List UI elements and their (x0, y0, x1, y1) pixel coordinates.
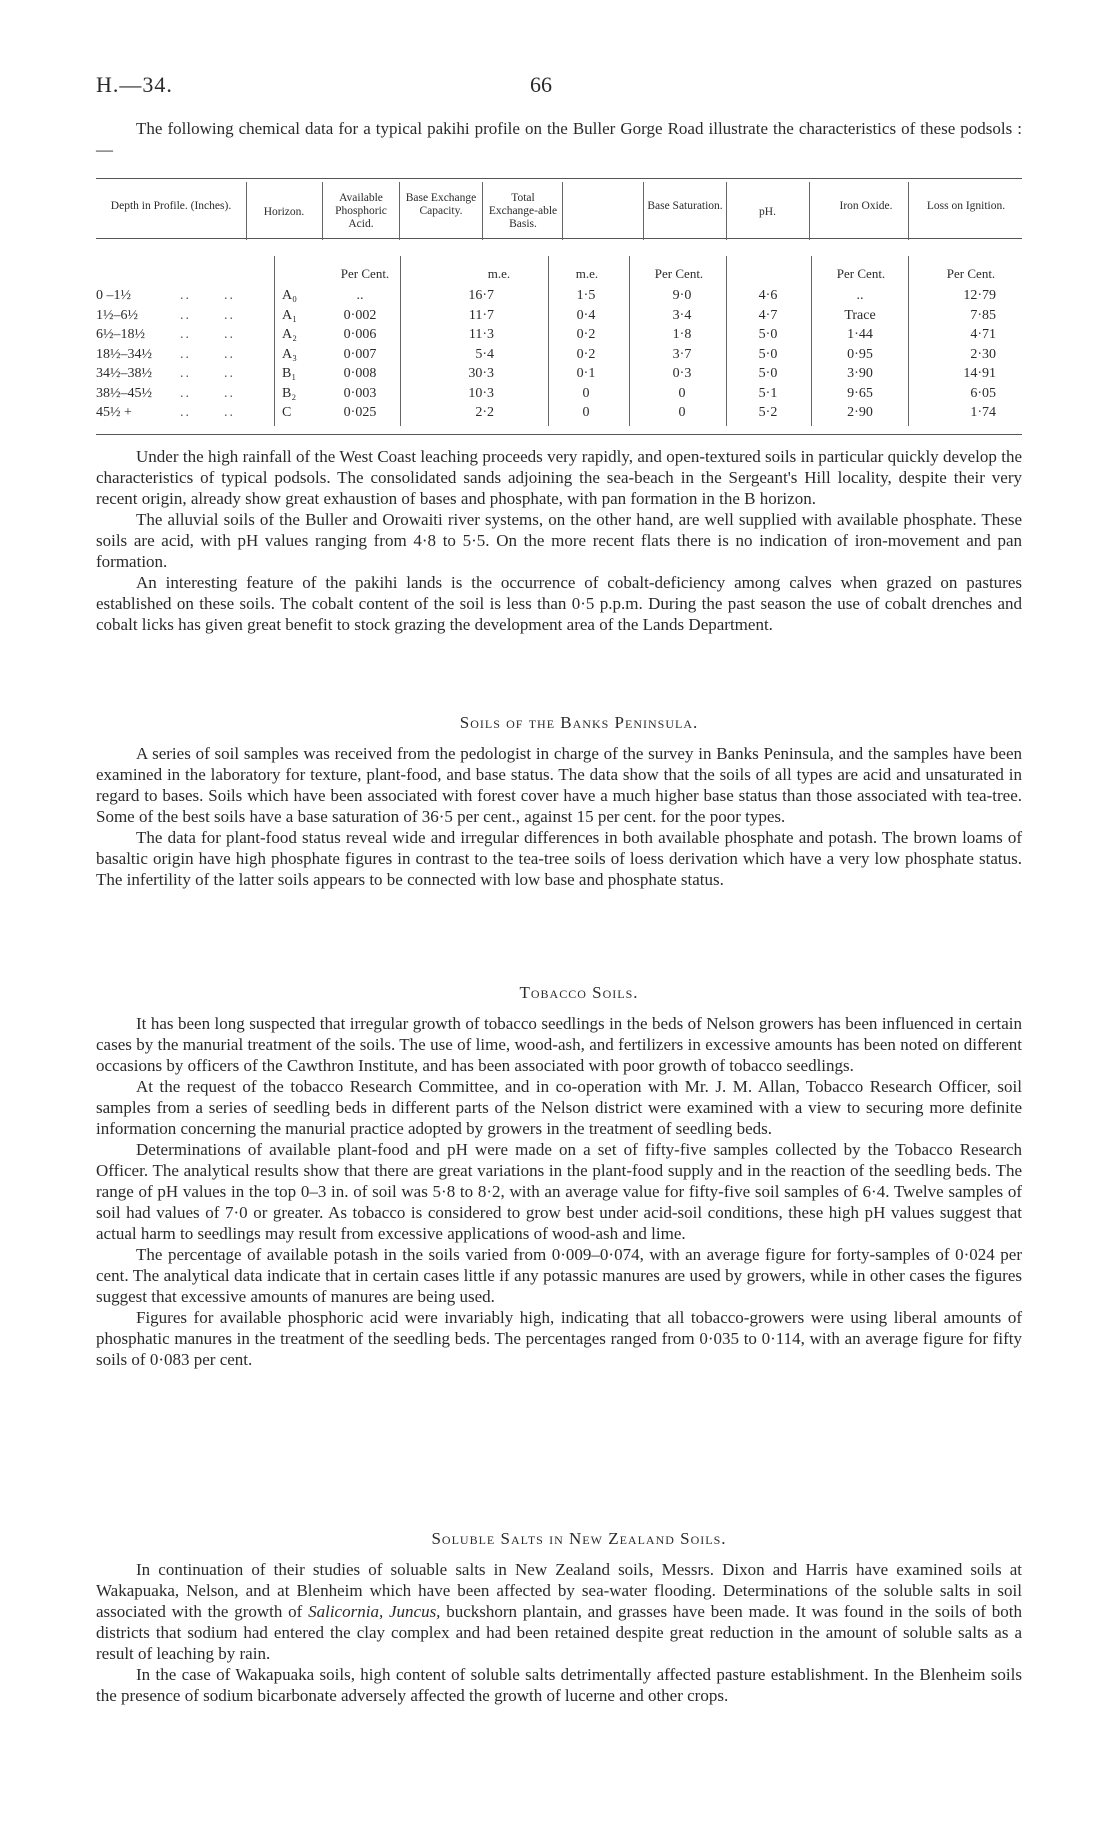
table-cell: 0·006 (343, 327, 377, 342)
section-heading: Soils of the Banks Peninsula. (459, 713, 699, 732)
table-cell: 5·4 (475, 346, 494, 362)
unit-label: m.e. (487, 266, 511, 281)
unit-label: Per Cent. (654, 266, 704, 281)
soluble-salts-section (96, 1528, 1022, 1706)
unit-label: Per Cent. (836, 266, 886, 281)
column-header-total-bases: Total Exchange-able Basis. (488, 192, 558, 230)
unit-label: Per Cent. (946, 266, 996, 281)
table-cell: 0·025 (343, 405, 377, 420)
body-paragraph: A series of soil samples was received from the pedologist in charge of the survey in Banks Peninsula, and the samples have been examined in the laboratory for texture, plant-food, and base status. The data show that the soils of all types are acid and unsaturated in regard to bases. Soils which have been associated with forest cover have a much higher base status than those associated with tea-tree. Some of the best soils have a base saturation of 36·5 per cent., against 15 per cent. for the poor types. (96, 744, 1022, 826)
table-cell: B₂ (282, 385, 297, 401)
table-cell: 5·0 (758, 327, 778, 342)
plant-genera: Salicornia, Juncus, (308, 1602, 441, 1621)
body-paragraph: Determinations of available plant-food and pH were made on a set of fifty-five samples collected by the Tobacco Research Officer. The analytical results show that there are great variations in the plant-food supply and in the reaction of the seedling beds. The range of pH values in the top 0–3 in. of soil was 5·8 to 8·2, with an average value for fifty-five soil samples of 6·4. Twelve samples of soil had values of 7·0 or greater. As tobacco is considered to grow best under acid-soil conditions, these high pH values suggest that actual harm to seedlings may result from excessive applications of wood-ash and lime. (96, 1140, 1022, 1243)
body-divider (908, 256, 909, 426)
table-cell: 0·1 (576, 366, 596, 381)
body-divider (726, 256, 727, 426)
column-divider (643, 182, 644, 240)
section-heading: Tobacco Soils. (519, 983, 639, 1002)
table-cell: 0·003 (343, 385, 377, 401)
table-cell: .. (856, 288, 864, 303)
table-cell: 6½–18½ (96, 327, 145, 342)
unit-label: Per Cent. (340, 266, 390, 281)
table-cell: 2·30 (970, 346, 996, 362)
table-cell: 4·71 (970, 327, 996, 342)
column-divider (399, 182, 400, 240)
tobacco-soils-section (96, 982, 1022, 1370)
west-coast-section (96, 446, 1022, 635)
table-cell: C (282, 405, 292, 420)
body-paragraph: At the request of the tobacco Research Committee, and in co-operation with Mr. J. M. Allan, Tobacco Research Officer, soil samples from a series of seedling beds in different parts of the Nelson district were examined with a view to securing more definite information concerning the manurial practice adopted by growers in the treatment of seedling beds. (96, 1077, 1022, 1138)
pakihi-profile-table (96, 178, 1022, 436)
table-cell: 4·7 (758, 307, 778, 323)
table-cell: 9·0 (672, 288, 692, 303)
column-header-base-saturation: Base Saturation. (647, 200, 723, 212)
table-cell: 0 –1½ (96, 288, 131, 303)
depth-column (96, 286, 176, 423)
table-cell: .. (356, 288, 364, 303)
table-cell: 0 (582, 405, 590, 420)
table-cell: 38½–45½ (96, 385, 152, 401)
column-header-phosphoric-acid: Available Phosphoric Acid. (335, 192, 387, 230)
column-header-loss-on-ignition: Loss on Ignition. (926, 200, 1006, 212)
table-cell: A₂ (282, 327, 297, 342)
table-cell: 1·74 (970, 405, 996, 420)
body-paragraph: The percentage of available potash in the soils varied from 0·009–0·074, with an average figure for forty-samples of 0·024 per cent. The analytical data indicate that in certain cases little if any potassic manures are used by growers, while in other cases the figures suggest that excessive amounts of manures are being used. (96, 1245, 1022, 1306)
table-cell: 12·79 (963, 288, 996, 303)
table-cell: 2·90 (847, 405, 873, 420)
column-divider (482, 182, 483, 240)
table-header-rule (96, 238, 1022, 239)
column-header-depth: Depth in Profile. (Inches). (110, 200, 232, 212)
body-paragraph: The data for plant-food status reveal wide and irregular differences in both available phosphate and potash. The brown loams of basaltic origin have high phosphate figures in contrast to the tea-tree soils of loess derivation which have a very low phosphate status. The infertility of the latter soils appears to be connected with low base and phosphate status. (96, 828, 1022, 889)
table-cell: A₁ (282, 307, 297, 323)
iron-oxide-column (818, 286, 902, 423)
body-divider (629, 256, 630, 426)
column-divider (322, 182, 323, 240)
column-header-base-exchange: Base Exchange Capacity. (405, 192, 477, 217)
column-divider (562, 182, 563, 240)
table-cell: 0 (582, 385, 590, 401)
table-cell: 0 (678, 405, 686, 420)
table-cell: 0 (678, 385, 686, 401)
table-cell: Trace (844, 307, 876, 323)
table-cell: 0·2 (576, 327, 596, 342)
table-cell: 34½–38½ (96, 366, 152, 381)
table-cell: A₃ (282, 346, 297, 362)
section-heading: Soluble Salts in New Zealand Soils. (431, 1529, 727, 1548)
table-cell: 3·4 (672, 307, 692, 323)
table-cell: 0·2 (576, 346, 596, 362)
table-cell: 9·65 (847, 385, 873, 401)
table-cell: 0·3 (672, 366, 692, 381)
intro-block (96, 118, 1022, 160)
column-header-ph: pH. (759, 206, 776, 218)
table-cell: 16·7 (468, 288, 494, 303)
table-cell: 1·44 (847, 327, 873, 342)
table-cell: 18½–34½ (96, 346, 152, 362)
table-cell: 2·2 (475, 405, 494, 420)
column-divider (908, 182, 909, 240)
body-paragraph: In the case of Wakapuaka soils, high content of soluble salts detrimentally affected pasture establishment. In the Blenheim soils the presence of sodium bicarbonate adversely affected the growth of lucerne and other crops. (96, 1665, 1022, 1705)
table-cell: 10·3 (468, 385, 494, 401)
page-number: 66 (530, 72, 552, 97)
table-cell: B₁ (282, 366, 297, 381)
horizon-column (282, 286, 322, 423)
leader-dots-column: .. .. .. .. .. .. .. .. .. .. .. .. .. .. (180, 288, 235, 420)
table-cell: 3·7 (672, 346, 692, 362)
table-top-rule (96, 178, 1022, 179)
column-header-iron-oxide: Iron Oxide. (839, 200, 893, 212)
table-cell: 5·1 (758, 385, 778, 401)
body-divider (400, 256, 401, 426)
body-paragraph: The alluvial soils of the Buller and Orowaiti river systems, on the other hand, are well supplied with available phosphate. These soils are acid, with pH values ranging from 4·8 to 5·5. On the more recent flats there is no indication of iron-movement and pan formation. (96, 510, 1022, 571)
table-cell: 4·6 (758, 288, 778, 303)
column-divider (809, 182, 810, 240)
paragraph-text: buckshorn plantain, and grasses have been made. It was found in the soils of both districts that sodium had entered the clay complex and had been retained despite great reduction in the amount of soluble salts as a result of leaching by rain. (96, 1602, 1022, 1663)
table-cell: 5·2 (758, 405, 778, 420)
table-cell: 45½ + (96, 405, 132, 420)
table-cell: 0·007 (343, 346, 377, 362)
table-cell: 5·0 (758, 346, 778, 362)
table-cell: 11·7 (468, 307, 494, 323)
column-header-horizon: Horizon. (263, 206, 305, 218)
table-cell: 0·4 (576, 307, 596, 323)
table-cell: 30·3 (468, 366, 494, 381)
body-divider (548, 256, 549, 426)
table-cell: 0·002 (343, 307, 377, 323)
series-reference: H.—34. (96, 72, 173, 97)
phosphoric-acid-column (324, 286, 396, 423)
table-cell: 11·3 (468, 327, 494, 342)
table-cell: A₀ (282, 288, 297, 303)
table-cell: 6·05 (970, 385, 996, 401)
table-cell: 14·91 (963, 366, 996, 381)
body-divider (274, 256, 275, 426)
base-exchange-column (426, 286, 494, 423)
body-paragraph (96, 1559, 1022, 1664)
table-cell: 7·85 (970, 307, 996, 323)
ph-column (730, 286, 806, 423)
body-divider (811, 256, 812, 426)
total-bases-column (554, 286, 618, 423)
loss-on-ignition-column (936, 286, 996, 423)
base-saturation-column (644, 286, 720, 423)
intro-paragraph: The following chemical data for a typical pakihi profile on the Buller Gorge Road illustrate the characteristics of these podsols :— (96, 119, 1022, 159)
table-cell: 1·8 (672, 327, 692, 342)
paragraph-text: In continuation of their studies of soluable salts in New Zealand soils, Messrs. Dixon and Harris have examined soils at Wakapuaka, Nelson, and at Blenheim which have been affected by sea-water flooding. Determinations of the soluble salts in soil associated with the growth of (96, 1560, 1022, 1621)
body-paragraph: It has been long suspected that irregular growth of tobacco seedlings in the beds of Nelson growers has been influenced in certain cases by the manurial treatment of the soils. The use of lime, wood-ash, and fertilizers in excessive amounts has been noted on different occasions by officers of the Cawthron Institute, and has been associated with poor growth of tobacco seedlings. (96, 1014, 1022, 1075)
body-paragraph: Figures for available phosphoric acid were invariably high, indicating that all tobacco-growers were using liberal amounts of phosphatic manures in the treatment of the seedling beds. The percentages ranged from 0·035 to 0·114, with an average figure for fifty soils of 0·083 per cent. (96, 1308, 1022, 1369)
table-cell: 5·0 (758, 366, 778, 381)
body-paragraph: Under the high rainfall of the West Coast leaching proceeds very rapidly, and open-textured soils in particular quickly develop the characteristics of typical podsols. The consolidated sands adjoining the sea-beach in the Sergeant's Hill locality, despite their very recent origin, already show great exhaustion of bases and phosphate, with pan formation in the B horizon. (96, 447, 1022, 508)
body-paragraph: An interesting feature of the pakihi lands is the occurrence of cobalt-deficiency among calves when grazed on pastures established on these soils. The cobalt content of the soil is less than 0·5 p.p.m. During the past season the use of cobalt drenches and cobalt licks has given great benefit to stock grazing the development area of the Lands Department. (96, 573, 1022, 634)
unit-label: m.e. (575, 266, 599, 281)
table-cell: 0·95 (847, 346, 873, 362)
table-bottom-rule (96, 434, 1022, 435)
table-cell: 1·5 (576, 288, 596, 303)
banks-peninsula-section (96, 712, 1022, 890)
table-cell: 1½–6½ (96, 307, 138, 323)
table-cell: 3·90 (847, 366, 873, 381)
table-cell: 0·008 (343, 366, 377, 381)
